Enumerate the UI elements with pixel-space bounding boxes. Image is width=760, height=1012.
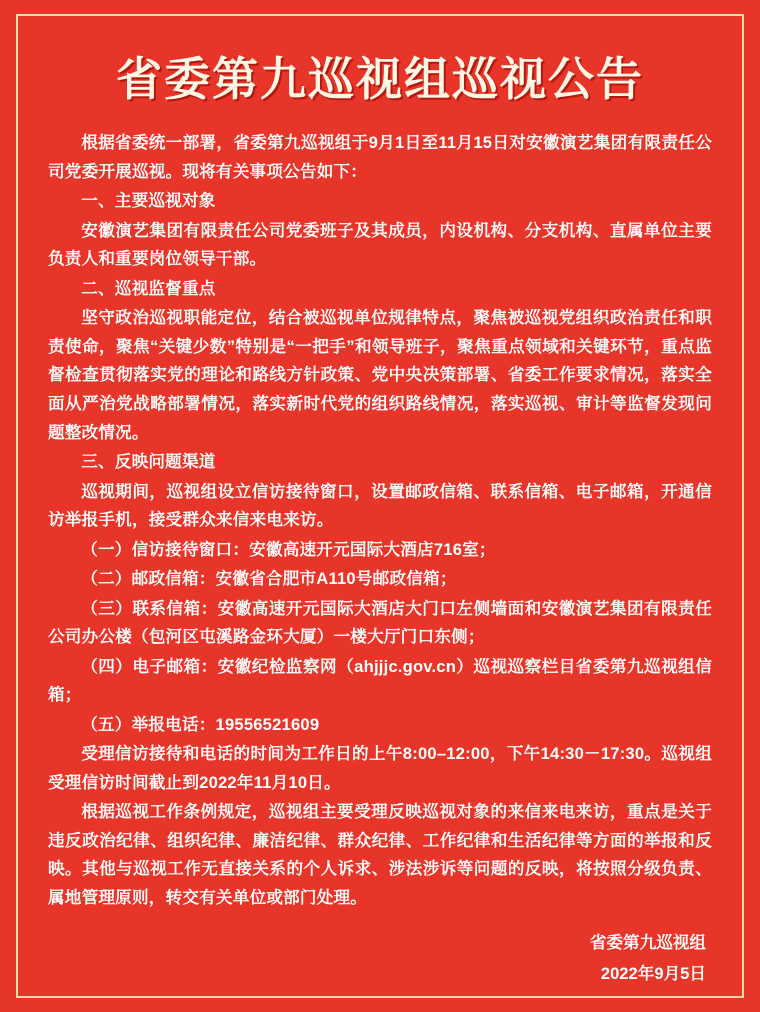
signature-date: 2022年9月5日: [600, 964, 706, 984]
section-heading-2: 二、巡视监督重点: [81, 278, 216, 298]
signature-org: 省委第九巡视组: [589, 932, 706, 952]
channel-item-2: （二）邮政信箱：安徽省合肥市A110号邮政信箱；: [81, 569, 457, 589]
section-heading-3: 三、反映问题渠道: [81, 452, 216, 472]
paragraph: 安徽演艺集团有限责任公司党委班子及其成员，内设机构、分支机构、直属单位主要负责人和重要岗位领导干部。: [48, 220, 712, 269]
channel-item-1: （一）信访接待窗口：安徽高速开元国际大酒店716室；: [81, 539, 496, 559]
paragraph: 根据省委统一部署，省委第九巡视组于9月1日至11月15日对安徽演艺集团有限责任公司党委开展巡视。现将有关事项公告如下：: [48, 133, 712, 181]
channel-item-3: （三）联系信箱：安徽高速开元国际大酒店大门口左侧墙面和安徽演艺集团有限责任公司办公楼（包河区屯溪路金环大厦）一楼大厅门口东侧；: [48, 598, 712, 647]
channel-item-5: （五）举报电话：19556521609: [81, 714, 320, 734]
channel-item-4: （四）电子邮箱：安徽纪检监察网（ahjjjc.gov.cn）巡视巡察栏目省委第九巡视组信箱；: [48, 656, 712, 705]
announcement-body: [48, 129, 712, 912]
section-heading-1: 一、主要巡视对象: [81, 191, 216, 211]
paragraph: 受理信访接待和电话的时间为工作日的上午8:00–12:00，下午14:30－17:30。巡视组受理信访时间截止到2022年11月10日。: [48, 744, 712, 792]
paragraph: 巡视期间，巡视组设立信访接待窗口，设置邮政信箱、联系信箱、电子邮箱，开通信访举报手机，接受群众来信来电来访。: [48, 481, 712, 530]
paragraph: 根据巡视工作条例规定，巡视组主要受理反映巡视对象的来信来电来访，重点是关于违反政治纪律、组织纪律、廉洁纪律、群众纪律、工作纪律和生活纪律等方面的举报和反映。其他与巡视工作无直接关系的个人诉求、涉法涉诉等问题的反映，将按照分级负责、属地管理原则，转交有关单位或部门处理。: [48, 802, 712, 907]
paragraph: 坚守政治巡视职能定位，结合被巡视单位规律特点，聚焦被巡视党组织政治责任和职责使命，聚焦“关键少数”特别是“一把手”和领导班子，聚焦重点领域和关键环节，重点监督检查贯彻落实党的理论和路线方针政策、党中央决策部署、省委工作要求情况，落实全面从严治党战略部署情况，落实新时代党的组织路线情况，落实巡视、审计等监督发现问题整改情况。: [48, 308, 712, 442]
signature-block: [48, 927, 712, 990]
page-title: 省委第九巡视组巡视公告: [116, 54, 644, 105]
